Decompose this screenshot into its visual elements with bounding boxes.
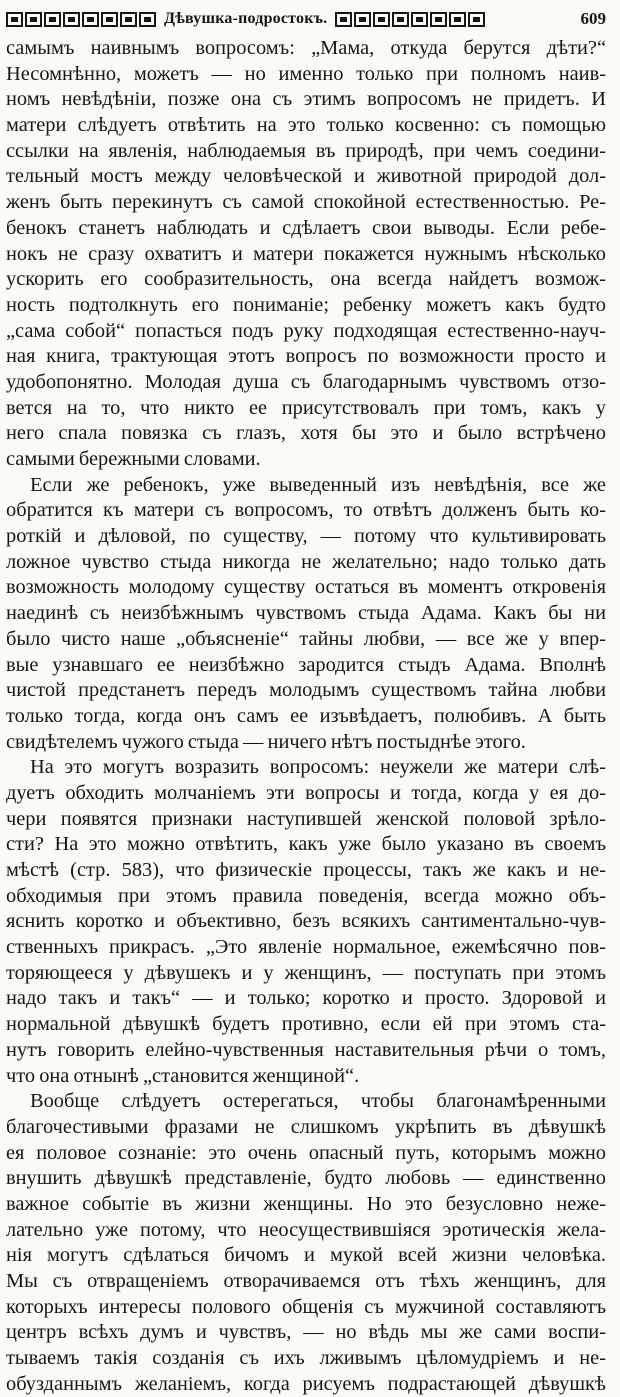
body-text — [6, 36, 606, 1397]
text-line: только тогда, когда онъ самъ ее изъвѣдаетъ, полюбивъ. А быть — [6, 704, 606, 727]
text-line: обходимыя при этомъ правила поведенія, всегда можно объ- — [6, 884, 606, 907]
text-line: самымъ наивнымъ вопросомъ: „Мама, откуда берутся дѣти?“ — [6, 37, 606, 59]
text-line: возможность молодому существу остаться въ моментъ откровенія — [6, 576, 606, 599]
text-line: ускорить его сообразительность, она всегда найдетъ возмож- — [6, 268, 606, 291]
text-line: женъ быть перекинутъ съ самой спокойной естественностью. Ре- — [6, 191, 606, 214]
text-line: было чисто наше „объясненіе“ тайны любви, — все же у впер- — [6, 627, 606, 650]
text-line: „сама собой“ попасться подъ руку подходящая естественно-науч- — [6, 319, 606, 342]
text-line: которыхъ интересы полового общенія съ мужчиной составляютъ — [6, 1295, 606, 1318]
header-ornament-left — [6, 12, 156, 27]
text-line: дуетъ обходить молчаніемъ эти вопросы и тогда, когда у ея до- — [6, 781, 606, 804]
text-line: вется на то, что никто ее присутствовалъ при томъ, какъ у — [6, 396, 606, 419]
page-number: 609 — [580, 9, 606, 28]
text-line: него спала повязка съ глазъ, хотя бы это и было встрѣчено — [6, 422, 606, 445]
text-line: бенокъ станетъ наблюдать и сдѣлаетъ свои выводы. Если ребе- — [6, 216, 606, 239]
text-line: ственныхъ прикрасъ. „Это явленіе нормальное, ежемѣсячно пов- — [6, 936, 606, 959]
text-line: что она отнынѣ „становится женщиной“. — [6, 1064, 360, 1087]
header-ornament-right — [335, 12, 485, 27]
text-line: Мы съ отвращеніемъ отворачиваемся отъ тѣхъ женщинъ, для — [6, 1270, 606, 1292]
text-line: вые узнавшаго ее неизбѣжно зародится стыдъ Адама. Вполнѣ — [6, 653, 606, 676]
text-line: ная книга, трактующая этотъ вопросъ по возможности просто и — [6, 345, 606, 368]
running-header — [6, 8, 606, 30]
text-line: обратится къ матери съ вопросомъ, то отвѣтъ долженъ быть ко- — [6, 499, 606, 522]
text-line: Если же ребенокъ, уже выведенный изъ невѣдѣнія, все же — [30, 473, 606, 496]
text-line: ложное чувство стыда никогда не желательно; надо только дать — [6, 550, 606, 573]
text-line: тельный мостъ между человѣческой и животной природой дол- — [6, 165, 606, 188]
text-line: благочестивыми фразами не слишкомъ укрѣпить въ дѣвушкѣ — [6, 1115, 606, 1138]
text-line: мѣстѣ (стр. 583), что физическіе процессы, такъ же какъ и не- — [6, 859, 606, 881]
text-line: надо такъ и такъ“ — и только; коротко и просто. Здоровой и — [6, 987, 606, 1010]
text-line: ея половое сознаніе: это очень опасный путь, которымъ можно — [6, 1141, 606, 1164]
text-line: сти? На это можно отвѣтить, какъ уже было указано въ своемъ — [6, 833, 606, 856]
text-line: матери слѣдуетъ отвѣтить на это только косвенно: съ помощью — [6, 114, 606, 137]
text-line: наединѣ съ неизбѣжнымъ чувствомъ стыда Адама. Какъ бы ни — [6, 602, 606, 625]
text-line: роткій и дѣловой, по существу, — потому что культивировать — [6, 525, 606, 548]
running-title: Дѣвушка-подростокъ. — [164, 10, 328, 27]
text-line: торяющееся у дѣвушекъ и у женщинъ, — поступать при этомъ — [6, 961, 606, 984]
text-line: лательно уже потому, что неосуществившіяся эротическія жела- — [6, 1218, 606, 1241]
text-line: нокъ не сразу охватитъ и матери покажется нужнымъ нѣсколько — [6, 242, 606, 265]
text-line: нормальной дѣвушкѣ будетъ противно, если ей при этомъ ста- — [6, 1013, 606, 1036]
text-line: центръ всѣхъ думъ и чувствъ, — но вѣдь мы же сами воспи- — [6, 1321, 606, 1344]
text-line: внушить дѣвушкѣ представленіе, будто любовь — единственно — [6, 1167, 606, 1190]
text-line: удобопонятно. Молодая душа съ благодарнымъ чувствомъ отзо- — [6, 370, 606, 393]
text-line: ссылки на явленія, наблюдаемыя въ природѣ, при чемъ соедини- — [6, 139, 606, 162]
text-line: самыми бережными словами. — [6, 448, 261, 470]
text-line: Несомнѣнно, можетъ — но именно только при полномъ наив- — [6, 62, 606, 85]
text-line: обузданнымъ желаніемъ, когда рисуемъ подрастающей дѣвушкѣ — [6, 1372, 606, 1395]
text-line: чери появятся признаки наступившей женской половой зрѣло- — [6, 807, 606, 830]
text-line: чистой предстанетъ передъ молодымъ существомъ тайна любви — [6, 679, 606, 702]
text-line: номъ невѣдѣніи, позже она съ этимъ вопросомъ не придетъ. И — [6, 88, 606, 111]
text-line: Вообще слѣдуетъ остерегаться, чтобы благонамѣренными — [30, 1090, 606, 1113]
text-line: важное событіе въ жизни женщины. Но это безусловно неже- — [6, 1192, 606, 1215]
text-line: ность подтолкнуть его пониманіе; ребенку можетъ какъ будто — [6, 293, 606, 316]
text-line: яснить коротко и объективно, безъ всякихъ сантиментально-чув- — [6, 910, 606, 933]
text-line: нутъ говорить елейно-чувственныя наставительныя рѣчи о томъ, — [6, 1038, 606, 1061]
text-line: На это могутъ возразить вопросомъ: неужели же матери слѣ- — [30, 756, 606, 779]
text-line: нія могутъ сдѣлаться бичомъ и мукой всей жизни человѣка. — [6, 1244, 606, 1267]
text-line: свидѣтелемъ чужого стыда — ничего нѣтъ постыднѣе этого. — [6, 730, 526, 753]
text-line: тываемъ такія созданія съ ихъ лживымъ цѣломудріемъ и не- — [6, 1347, 606, 1370]
